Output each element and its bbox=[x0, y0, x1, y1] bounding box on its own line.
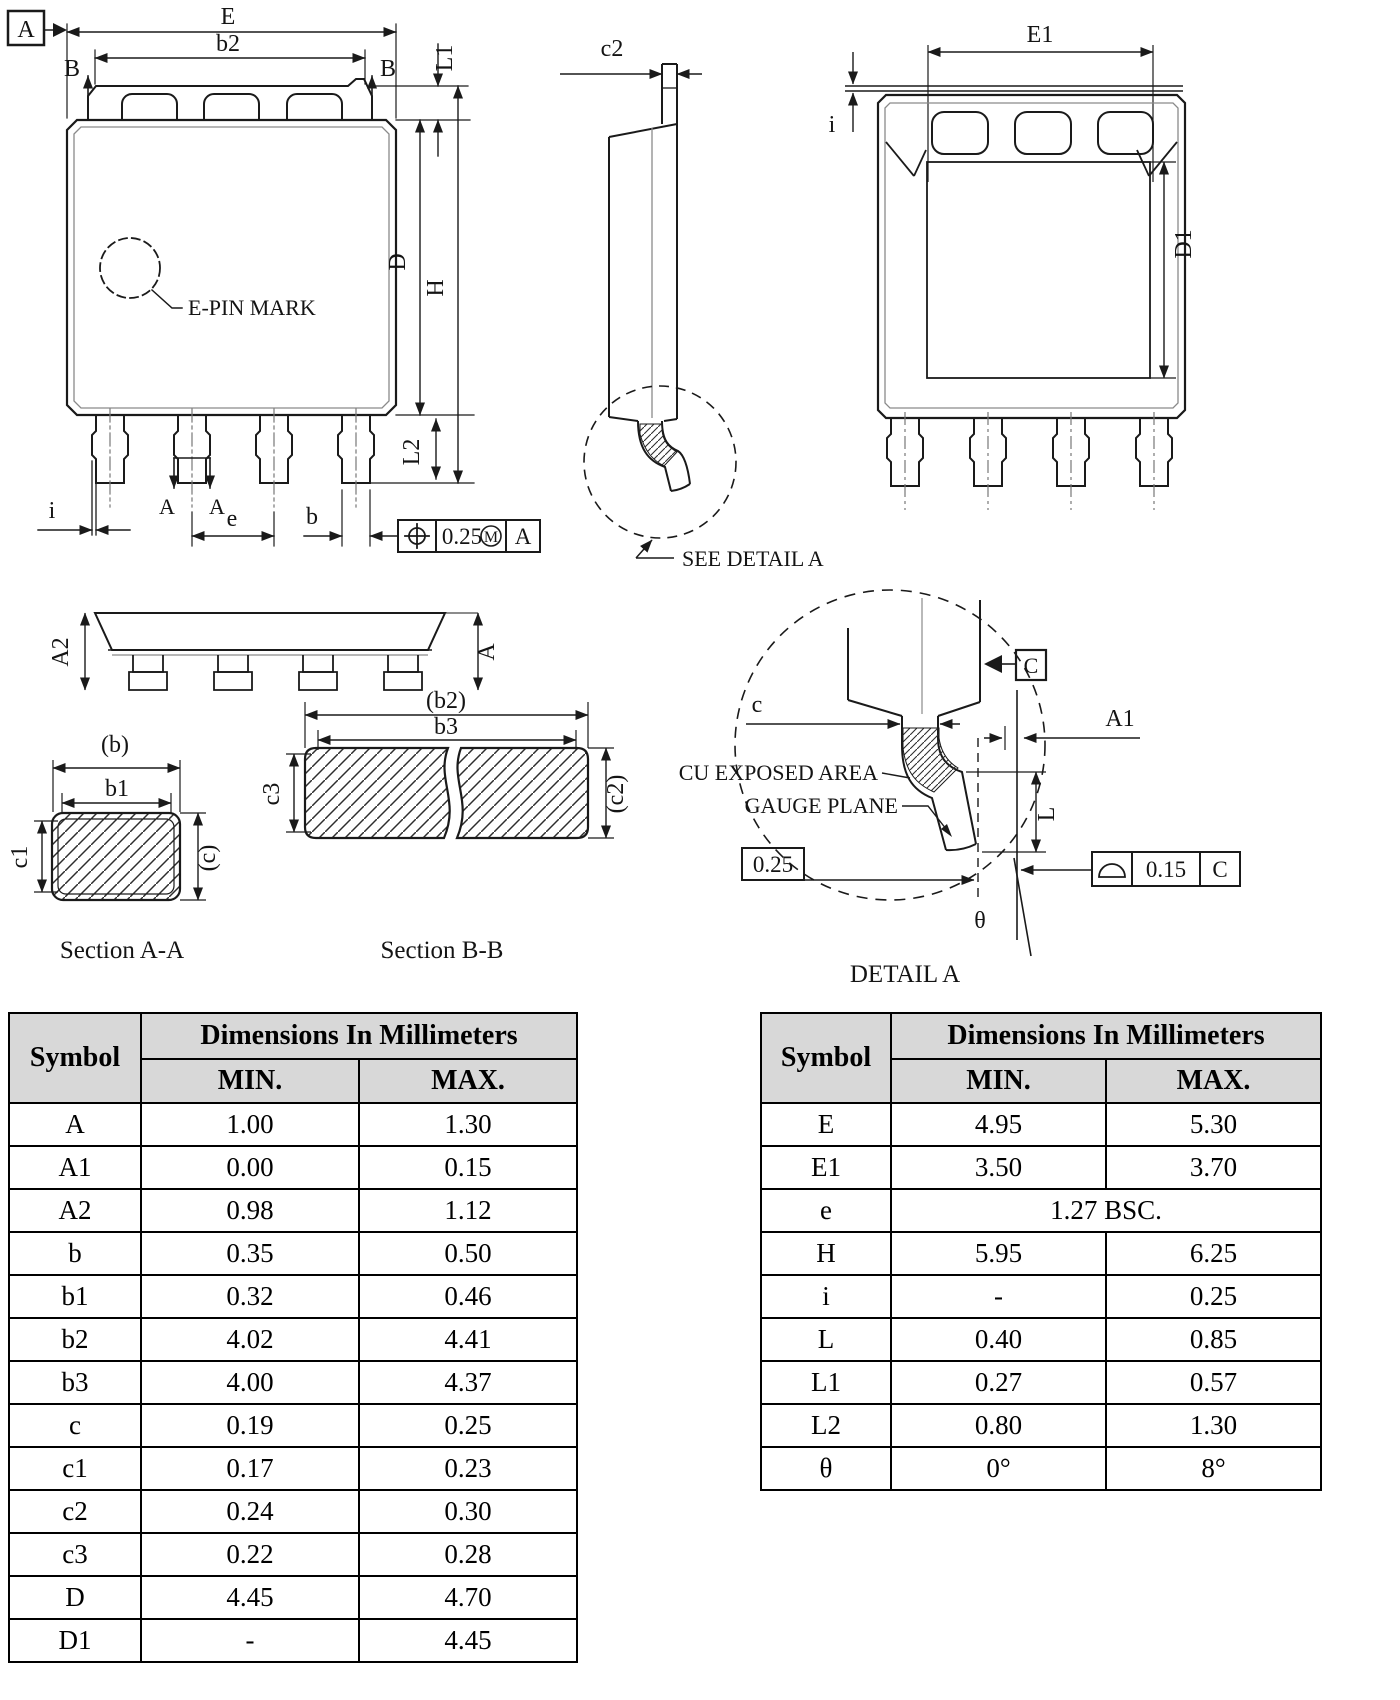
table-row bbox=[9, 1146, 577, 1189]
max-cell: 4.45 bbox=[359, 1619, 577, 1662]
symbol-cell: L bbox=[761, 1318, 891, 1361]
datum-c-arrow-icon bbox=[984, 655, 1002, 673]
section-bb bbox=[259, 688, 629, 964]
max-cell: 3.70 bbox=[1106, 1146, 1321, 1189]
dim-theta-label: θ bbox=[974, 908, 986, 934]
tab-cross-section-right bbox=[457, 748, 588, 838]
table-row bbox=[761, 1232, 1321, 1275]
dim-e-label: e bbox=[226, 506, 238, 532]
dim-A2-label: A2 bbox=[48, 637, 74, 667]
back-view bbox=[829, 22, 1197, 510]
tab-cross-section-left bbox=[305, 748, 450, 838]
table-row bbox=[9, 1404, 577, 1447]
max-cell: 0.28 bbox=[359, 1533, 577, 1576]
lead-cross-section bbox=[52, 813, 180, 900]
max-cell: 0.25 bbox=[1106, 1275, 1321, 1318]
min-cell: 0.98 bbox=[141, 1189, 359, 1232]
symbol-cell: c bbox=[9, 1404, 141, 1447]
gauge-plane-label: GAUGE PLANE bbox=[744, 793, 898, 818]
max-cell: 4.37 bbox=[359, 1361, 577, 1404]
dim-i-label: i bbox=[828, 112, 836, 138]
max-cell: 0.23 bbox=[359, 1447, 577, 1490]
dim-E-label: E bbox=[220, 4, 236, 30]
symbol-header: Symbol bbox=[761, 1013, 891, 1103]
fcf-modifier: M bbox=[483, 529, 499, 546]
symbol-cell: b3 bbox=[9, 1361, 141, 1404]
pin-mark-circle bbox=[100, 238, 160, 298]
symbol-cell: c1 bbox=[9, 1447, 141, 1490]
min-cell: 0.27 bbox=[891, 1361, 1106, 1404]
min-cell: 0.32 bbox=[141, 1275, 359, 1318]
section-aa-caption: Section A-A bbox=[59, 937, 185, 964]
table-row bbox=[761, 1275, 1321, 1318]
max-cell: 1.30 bbox=[1106, 1404, 1321, 1447]
symbol-cell: e bbox=[761, 1189, 891, 1232]
fcf-datum: C bbox=[1212, 857, 1228, 882]
max-header: MAX. bbox=[1106, 1059, 1321, 1103]
cut-A-left-label: A bbox=[159, 494, 175, 519]
dim-b-ref-label: (b) bbox=[101, 732, 129, 758]
min-cell: 0.00 bbox=[141, 1146, 359, 1189]
min-cell: 1.00 bbox=[141, 1103, 359, 1146]
min-cell: 0.35 bbox=[141, 1232, 359, 1275]
side-view bbox=[560, 36, 824, 571]
table-row bbox=[9, 1318, 577, 1361]
datum-a-label: A bbox=[17, 17, 35, 43]
symbol-cell: i bbox=[761, 1275, 891, 1318]
max-cell: 8° bbox=[1106, 1447, 1321, 1490]
table-row bbox=[9, 1189, 577, 1232]
symbol-cell: c2 bbox=[9, 1490, 141, 1533]
table-row bbox=[9, 1275, 577, 1318]
table-row bbox=[761, 1189, 1321, 1232]
dim-b-label: b bbox=[306, 504, 318, 530]
dim-L1-label: L1 bbox=[432, 44, 458, 72]
max-cell: 1.12 bbox=[359, 1189, 577, 1232]
detail-a bbox=[679, 590, 1240, 988]
table-row bbox=[9, 1447, 577, 1490]
section-bb-caption: Section B-B bbox=[380, 937, 504, 964]
dim-b3-label: b3 bbox=[434, 714, 458, 740]
symbol-cell: E1 bbox=[761, 1146, 891, 1189]
min-cell: 4.00 bbox=[141, 1361, 359, 1404]
symbol-cell: A2 bbox=[9, 1189, 141, 1232]
min-cell: 4.45 bbox=[141, 1576, 359, 1619]
basic-dim-label: 0.25 bbox=[752, 852, 794, 877]
dim-i-label: i bbox=[48, 498, 56, 524]
dim-D1-label: D1 bbox=[1171, 229, 1197, 259]
min-cell: 0° bbox=[891, 1447, 1106, 1490]
position-fcf bbox=[398, 520, 540, 552]
dim-b2-label: b2 bbox=[216, 31, 240, 57]
symbol-cell: L1 bbox=[761, 1361, 891, 1404]
max-cell: 0.25 bbox=[359, 1404, 577, 1447]
table-row bbox=[761, 1447, 1321, 1490]
fcf-tolerance: 0.15 bbox=[1145, 857, 1187, 882]
profile-view bbox=[48, 613, 500, 690]
min-cell: 4.95 bbox=[891, 1103, 1106, 1146]
min-cell: 4.02 bbox=[141, 1318, 359, 1361]
dims-header: Dimensions In Millimeters bbox=[891, 1013, 1321, 1059]
cu-exposed-hatch bbox=[640, 424, 677, 466]
table-row bbox=[9, 1619, 577, 1662]
table-row bbox=[9, 1232, 577, 1275]
dim-L-label: L bbox=[1034, 806, 1060, 822]
dim-b2-ref-label: (b2) bbox=[426, 688, 466, 714]
symbol-cell: D bbox=[9, 1576, 141, 1619]
datum-c-label: C bbox=[1023, 653, 1039, 678]
max-cell: 0.85 bbox=[1106, 1318, 1321, 1361]
see-detail-note: SEE DETAIL A bbox=[682, 546, 824, 571]
table-row bbox=[9, 1533, 577, 1576]
min-cell: 0.24 bbox=[141, 1490, 359, 1533]
table-row bbox=[761, 1146, 1321, 1189]
symbol-cell: D1 bbox=[9, 1619, 141, 1662]
dim-c2-label: c2 bbox=[600, 36, 624, 62]
dim-D-label: D bbox=[385, 253, 411, 271]
min-cell: - bbox=[141, 1619, 359, 1662]
dim-b1-label: b1 bbox=[105, 776, 129, 802]
min-cell: 0.19 bbox=[141, 1404, 359, 1447]
dim-A1-label: A1 bbox=[1105, 706, 1135, 732]
symbol-cell: A bbox=[9, 1103, 141, 1146]
table-row bbox=[9, 1361, 577, 1404]
min-cell: 0.22 bbox=[141, 1533, 359, 1576]
dim-c-label: c bbox=[751, 692, 763, 718]
max-cell: 0.46 bbox=[359, 1275, 577, 1318]
min-cell: 0.80 bbox=[891, 1404, 1106, 1447]
max-cell: 1.30 bbox=[359, 1103, 577, 1146]
cut-B-left-label: B bbox=[63, 56, 80, 82]
min-header: MIN. bbox=[891, 1059, 1106, 1103]
table-row bbox=[761, 1318, 1321, 1361]
die-pad-outline bbox=[927, 162, 1150, 378]
detail-a-caption: DETAIL A bbox=[849, 961, 961, 988]
min-cell: 3.50 bbox=[891, 1146, 1106, 1189]
symbol-cell: b2 bbox=[9, 1318, 141, 1361]
symbol-cell: H bbox=[761, 1232, 891, 1275]
dim-c1-label: c1 bbox=[7, 845, 33, 869]
cut-B-right-label: B bbox=[380, 56, 397, 82]
dimensions-table-right bbox=[760, 1012, 1322, 1491]
min-header: MIN. bbox=[141, 1059, 359, 1103]
cu-exposed-label: CU EXPOSED AREA bbox=[678, 760, 878, 785]
table-row bbox=[9, 1103, 577, 1146]
symbol-cell: c3 bbox=[9, 1533, 141, 1576]
table-row bbox=[9, 1576, 577, 1619]
min-cell: 5.95 bbox=[891, 1232, 1106, 1275]
dim-c-ref-label: (c) bbox=[195, 844, 221, 872]
dim-c2-ref-label: (c2) bbox=[603, 774, 629, 814]
dimensions-table-left bbox=[8, 1012, 578, 1663]
dims-header: Dimensions In Millimeters bbox=[141, 1013, 577, 1059]
datum-a-arrow-icon bbox=[53, 23, 67, 37]
symbol-cell: A1 bbox=[9, 1146, 141, 1189]
symbol-header: Symbol bbox=[9, 1013, 141, 1103]
value-cell: 1.27 BSC. bbox=[891, 1189, 1321, 1232]
dim-c3-label: c3 bbox=[259, 782, 285, 806]
dim-H-label: H bbox=[423, 279, 449, 297]
table-row bbox=[761, 1404, 1321, 1447]
pin-mark-label: E-PIN MARK bbox=[188, 295, 316, 320]
table-row bbox=[9, 1490, 577, 1533]
max-cell: 0.15 bbox=[359, 1146, 577, 1189]
max-cell: 0.30 bbox=[359, 1490, 577, 1533]
fcf-tolerance: 0.25 bbox=[441, 524, 483, 549]
table-row bbox=[761, 1361, 1321, 1404]
table-row bbox=[761, 1103, 1321, 1146]
profile-fcf bbox=[1092, 852, 1240, 886]
min-cell: 0.17 bbox=[141, 1447, 359, 1490]
min-cell: - bbox=[891, 1275, 1106, 1318]
symbol-cell: b1 bbox=[9, 1275, 141, 1318]
section-aa bbox=[7, 732, 221, 964]
dim-L2-label: L2 bbox=[399, 438, 425, 466]
symbol-cell: θ bbox=[761, 1447, 891, 1490]
symbol-cell: L2 bbox=[761, 1404, 891, 1447]
max-cell: 5.30 bbox=[1106, 1103, 1321, 1146]
fcf-datum: A bbox=[514, 524, 532, 549]
symbol-cell: E bbox=[761, 1103, 891, 1146]
max-cell: 6.25 bbox=[1106, 1232, 1321, 1275]
cut-A-right-label: A bbox=[209, 494, 225, 519]
max-header: MAX. bbox=[359, 1059, 577, 1103]
max-cell: 4.70 bbox=[359, 1576, 577, 1619]
max-cell: 0.57 bbox=[1106, 1361, 1321, 1404]
max-cell: 4.41 bbox=[359, 1318, 577, 1361]
dim-E1-label: E1 bbox=[1026, 22, 1054, 48]
max-cell: 0.50 bbox=[359, 1232, 577, 1275]
symbol-cell: b bbox=[9, 1232, 141, 1275]
dim-A-label: A bbox=[474, 643, 500, 661]
min-cell: 0.40 bbox=[891, 1318, 1106, 1361]
front-view bbox=[8, 4, 540, 552]
